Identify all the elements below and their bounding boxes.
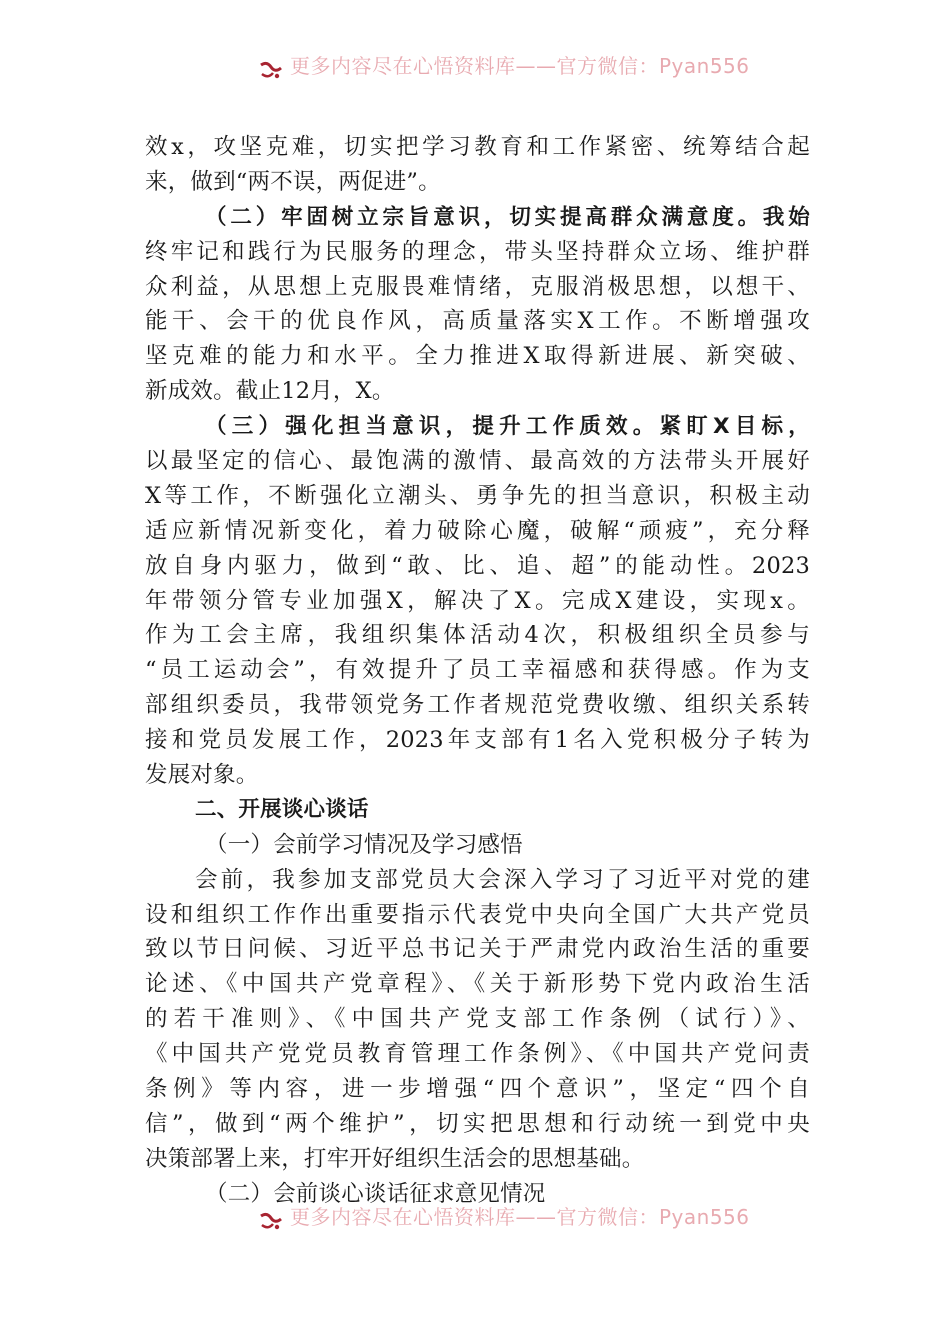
paragraph-line: 的若干准则》、《中国共产党支部工作条例（试行）》、 xyxy=(145,1006,810,1033)
subheading-first-line: （三）强化担当意识，提升工作质效。紧盯X目标， xyxy=(205,414,810,440)
paragraph-line: 设和组织工作作出重要指示代表党中央向全国广大共产党员 xyxy=(145,901,810,928)
paragraph-line: 决策部署上来，打牢开好组织生活会的思想基础。 xyxy=(145,1145,645,1172)
watermark-bottom xyxy=(258,1206,758,1236)
paragraph-line: 论述、《中国共产党章程》、《关于新形势下党内政治生活 xyxy=(145,971,810,998)
paragraph-line: 终牢记和践行为民服务的理念，带头坚持群众立场、维护群 xyxy=(145,238,810,265)
paragraph-line: 接和党员发展工作，2023年支部有1名入党积极分子转为 xyxy=(145,727,810,754)
watermark-logo-icon xyxy=(258,59,284,81)
document-body xyxy=(145,130,810,1212)
paragraph-line: 作为工会主席，我组织集体活动4次，积极组织全员参与 xyxy=(145,622,810,649)
paragraph-line: 致以节日问候、习近平总书记关于严肃党内政治生活的重要 xyxy=(145,936,810,963)
paragraph-line xyxy=(145,409,810,444)
paragraph-line: 效x，攻坚克难，切实把学习教育和工作紧密、统筹结合起 xyxy=(145,134,810,160)
paragraph-line: 年带领分管专业加强X，解决了X。完成X建设，实现x。 xyxy=(145,587,810,614)
watermark-logo-icon xyxy=(258,1210,284,1232)
paragraph-line: 条例》等内容，进一步增强“四个意识”，坚定“四个自 xyxy=(145,1076,810,1103)
paragraph-line: 来，做到“两不误，两促进”。 xyxy=(145,168,441,195)
watermark-text: 更多内容尽在心悟资料库——官方微信：Pyan556 xyxy=(290,55,750,78)
watermark-top xyxy=(258,55,758,85)
paragraph-line: 新成效。截止12月，X。 xyxy=(145,378,395,405)
paragraph-line: X等工作，不断强化立潮头、勇争先的担当意识，积极主动 xyxy=(145,482,810,509)
paragraph-line: 信”，做到“两个维护”，切实把思想和行动统一到党中央 xyxy=(145,1110,810,1137)
paragraph-line: 发展对象。 xyxy=(145,762,259,789)
watermark-text: 更多内容尽在心悟资料库——官方微信：Pyan556 xyxy=(290,1206,750,1229)
subsection-heading: （一）会前学习情况及学习感悟 xyxy=(205,831,523,858)
paragraph-line: 适应新情况新变化，着力破除心魔，破解“顽疲”，充分释 xyxy=(145,517,810,544)
paragraph-line: 部组织委员，我带领党务工作者规范党费收缴、组织关系转 xyxy=(145,692,810,719)
paragraph-line xyxy=(145,200,810,235)
paragraph-line: 会前，我参加支部党员大会深入学习了习近平对党的建 xyxy=(195,866,810,893)
paragraph-line: 能干、会干的优良作风，高质量落实X工作。不断增强攻 xyxy=(145,308,810,335)
subsection-heading: （二）会前谈心谈话征求意见情况 xyxy=(205,1180,546,1207)
paragraph-line: “员工运动会”，有效提升了员工幸福感和获得感。作为支 xyxy=(145,657,810,684)
paragraph-line: 放自身内驱力，做到“敢、比、追、超”的能动性。2023 xyxy=(145,552,810,579)
subheading-first-line: （二）牢固树立宗旨意识，切实提高群众满意度。我始 xyxy=(205,204,810,230)
paragraph-line: 《中国共产党党员教育管理工作条例》、《中国共产党问责 xyxy=(145,1041,810,1068)
paragraph-line: 以最坚定的信心、最饱满的激情、最高效的方法带头开展好 xyxy=(145,448,810,475)
paragraph-line: 坚克难的能力和水平。全力推进X取得新进展、新突破、 xyxy=(145,343,810,370)
paragraph-line: 众利益，从思想上克服畏难情绪，克服消极思想，以想干、 xyxy=(145,273,810,300)
section-heading: 二、开展谈心谈话 xyxy=(195,796,369,822)
